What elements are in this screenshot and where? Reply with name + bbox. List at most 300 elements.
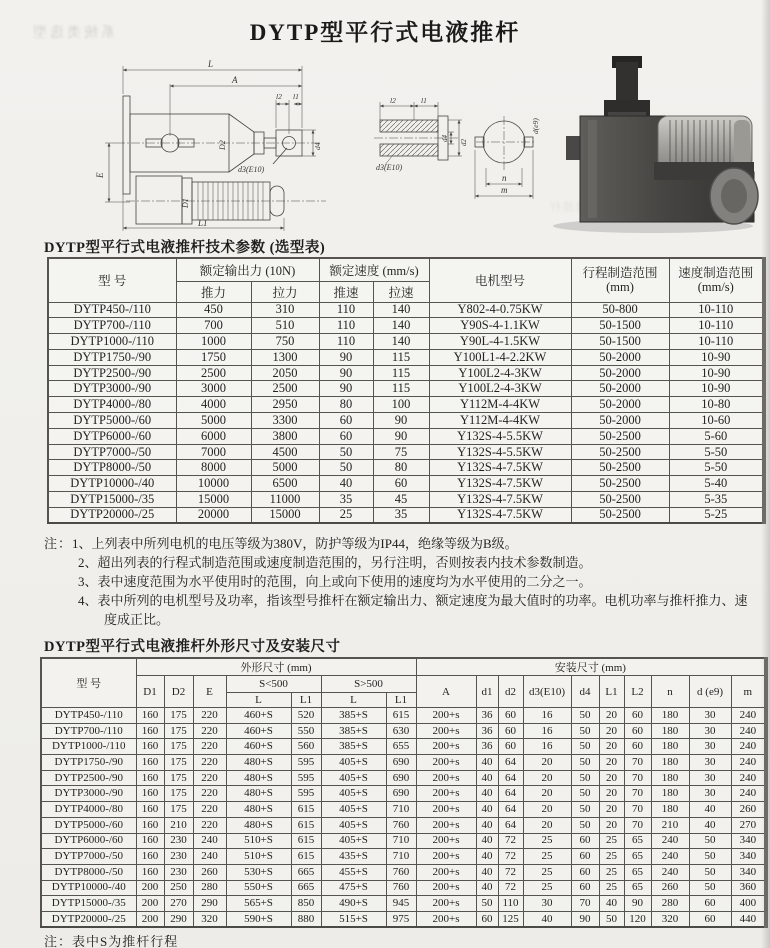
table-row	[41, 755, 766, 771]
value-cell: Y132S-4-7.5KW	[429, 507, 571, 523]
value-cell: 90	[624, 896, 651, 912]
value-cell: 16	[523, 739, 571, 755]
value-cell: 50-2500	[571, 460, 669, 476]
dim-label-d2-section: d2	[460, 139, 468, 146]
model-cell: DYTP3000-/90	[41, 786, 136, 802]
value-cell: 50	[319, 444, 373, 460]
model-cell: DYTP450-/110	[48, 302, 176, 318]
value-cell: 36	[476, 723, 498, 739]
value-cell: Y132S-4-7.5KW	[429, 476, 571, 492]
value-cell: 160	[136, 833, 164, 849]
value-cell: Y100L2-4-3KW	[429, 365, 571, 381]
value-cell: 50	[689, 849, 731, 865]
value-cell: 16	[523, 708, 571, 724]
value-cell: 6500	[251, 476, 319, 492]
value-cell: 200	[136, 896, 164, 912]
model-cell: DYTP7000-/50	[41, 849, 136, 865]
value-cell: 340	[731, 833, 766, 849]
value-cell: 220	[193, 786, 226, 802]
value-cell: 200+s	[416, 896, 476, 912]
page-title: DYTP型平行式电液推杆	[249, 20, 521, 45]
value-cell: 5-50	[669, 444, 764, 460]
value-cell: 200+s	[416, 864, 476, 880]
value-cell: Y100L2-4-3KW	[429, 381, 571, 397]
value-cell: 5-60	[669, 428, 764, 444]
value-cell: 30	[523, 896, 571, 912]
value-cell: 405+S	[321, 786, 386, 802]
value-cell: 50-2500	[571, 492, 669, 508]
value-cell: 65	[624, 864, 651, 880]
value-cell: 210	[164, 817, 193, 833]
value-cell: Y90S-4-1.1KW	[429, 318, 571, 334]
value-cell: 405+S	[321, 817, 386, 833]
value-cell: 50	[689, 880, 731, 896]
col-header-model: 型 号	[41, 658, 136, 708]
value-cell: 20	[599, 817, 624, 833]
value-cell: 8000	[176, 460, 251, 476]
col-header-d3E10: d3(E10)	[523, 676, 571, 708]
value-cell: 70	[624, 786, 651, 802]
value-cell: 50-2000	[571, 381, 669, 397]
value-cell: 60	[689, 911, 731, 927]
col-header-A: A	[416, 676, 476, 708]
value-cell: 20	[599, 786, 624, 802]
value-cell: 30	[689, 723, 731, 739]
value-cell: 10-110	[669, 302, 764, 318]
col-header-pull-speed: 拉速	[373, 281, 429, 302]
table-row	[48, 349, 764, 365]
value-cell: 40	[319, 476, 373, 492]
value-cell: 220	[193, 817, 226, 833]
value-cell: 60	[498, 708, 523, 724]
col-header-E: E	[193, 676, 226, 708]
value-cell: 110	[498, 896, 523, 912]
col-header-d2: d2	[498, 676, 523, 708]
value-cell: 115	[373, 365, 429, 381]
value-cell: 385+S	[321, 739, 386, 755]
dim-label-L: L	[208, 59, 214, 69]
value-cell: 200	[136, 911, 164, 927]
value-cell: 40	[476, 849, 498, 865]
col-group-rated-force: 额定输出力 (10N)	[176, 258, 319, 281]
value-cell: 510+S	[226, 833, 291, 849]
value-cell: 175	[164, 755, 193, 771]
column-header-line: (mm/s)	[697, 280, 734, 295]
model-cell: DYTP8000-/50	[41, 864, 136, 880]
col-header-d4: d4	[571, 676, 599, 708]
table-row	[48, 444, 764, 460]
col-header-push-speed: 推速	[319, 281, 373, 302]
value-cell: 240	[731, 786, 766, 802]
value-cell: 595	[291, 755, 321, 771]
value-cell: 480+S	[226, 817, 291, 833]
value-cell: 230	[164, 833, 193, 849]
model-cell: DYTP6000-/60	[41, 833, 136, 849]
value-cell: 975	[386, 911, 416, 927]
value-cell: 60	[624, 708, 651, 724]
value-cell: 50-2000	[571, 413, 669, 429]
value-cell: 385+S	[321, 708, 386, 724]
value-cell: 690	[386, 755, 416, 771]
value-cell: 280	[651, 896, 689, 912]
value-cell: 3000	[176, 381, 251, 397]
value-cell: 65	[624, 849, 651, 865]
value-cell: 25	[523, 833, 571, 849]
value-cell: Y132S-4-7.5KW	[429, 460, 571, 476]
dim-label-D1: D1	[181, 198, 190, 208]
col-header-L-lt: L	[226, 693, 291, 708]
value-cell: 5-40	[669, 476, 764, 492]
value-cell: 30	[689, 739, 731, 755]
col-header-push-force: 推力	[176, 281, 251, 302]
value-cell: 435+S	[321, 849, 386, 865]
value-cell: 320	[651, 911, 689, 927]
note-label: 注：	[44, 536, 73, 551]
value-cell: 72	[498, 833, 523, 849]
value-cell: 200+s	[416, 755, 476, 771]
value-cell: 405+S	[321, 755, 386, 771]
value-cell: 595	[291, 786, 321, 802]
value-cell: 690	[386, 786, 416, 802]
value-cell: 460+S	[226, 723, 291, 739]
value-cell: 240	[193, 833, 226, 849]
value-cell: 50-2500	[571, 476, 669, 492]
dim-table-caption: DYTP型平行式电液推杆外形尺寸及安装尺寸	[44, 639, 341, 655]
value-cell: 1300	[251, 349, 319, 365]
value-cell: 550	[291, 723, 321, 739]
dim-table-note	[44, 931, 178, 948]
value-cell: 175	[164, 739, 193, 755]
model-cell: DYTP15000-/35	[48, 492, 176, 508]
product-photo	[528, 54, 764, 239]
value-cell: 945	[386, 896, 416, 912]
value-cell: 200+s	[416, 786, 476, 802]
dim-label-l2-section: l2	[390, 96, 396, 105]
spec-table-caption: DYTP型平行式电液推杆技术参数 (选型表)	[44, 240, 326, 256]
value-cell: 50-2500	[571, 428, 669, 444]
column-header-line: 行程制造范围	[582, 265, 658, 280]
dim-label-l2: l2	[276, 92, 282, 101]
value-cell: Y132S-4-5.5KW	[429, 428, 571, 444]
table-row	[48, 413, 764, 429]
col-header-m: m	[731, 676, 766, 708]
value-cell: 210	[651, 817, 689, 833]
model-cell: DYTP10000-/40	[48, 476, 176, 492]
value-cell: 200+s	[416, 849, 476, 865]
value-cell: 50	[571, 817, 599, 833]
table-row	[41, 880, 766, 896]
value-cell: 80	[373, 460, 429, 476]
model-cell: DYTP2500-/90	[48, 365, 176, 381]
value-cell: 4500	[251, 444, 319, 460]
table-row	[41, 833, 766, 849]
value-cell: 25	[523, 880, 571, 896]
value-cell: 400	[731, 896, 766, 912]
value-cell: 20	[599, 708, 624, 724]
value-cell: 480+S	[226, 786, 291, 802]
value-cell: 20	[599, 755, 624, 771]
value-cell: 90	[373, 413, 429, 429]
value-cell: 50	[571, 739, 599, 755]
value-cell: 480+S	[226, 770, 291, 786]
clevis-section-view	[374, 102, 462, 165]
value-cell: 65	[624, 833, 651, 849]
model-cell: DYTP3000-/90	[48, 381, 176, 397]
dim-label-d3-section: d3(E10)	[376, 163, 403, 172]
value-cell: 270	[164, 896, 193, 912]
value-cell: 35	[319, 492, 373, 508]
note-text: 1、上列表中所列电机的电压等级为380V，防护等级为IP44，绝缘等级为B级。	[72, 536, 518, 551]
col-group-mount-dims: 安装尺寸 (mm)	[416, 658, 766, 676]
col-header-speed-range	[669, 258, 764, 302]
value-cell: 175	[164, 708, 193, 724]
value-cell: 20	[523, 817, 571, 833]
value-cell: 220	[193, 708, 226, 724]
value-cell: 64	[498, 802, 523, 818]
col-header-L-gt: L	[321, 693, 386, 708]
model-cell: DYTP6000-/60	[48, 428, 176, 444]
value-cell: 60	[571, 880, 599, 896]
dim-label-l1: l1	[293, 92, 299, 101]
value-cell: 70	[624, 802, 651, 818]
value-cell: 510+S	[226, 849, 291, 865]
value-cell: 460+S	[226, 708, 291, 724]
value-cell: 220	[193, 802, 226, 818]
col-group-rated-speed: 额定速度 (mm/s)	[319, 258, 429, 281]
value-cell: 360	[731, 880, 766, 896]
value-cell: 220	[193, 755, 226, 771]
value-cell: 880	[291, 911, 321, 927]
model-cell: DYTP5000-/60	[48, 413, 176, 429]
value-cell: 140	[373, 318, 429, 334]
value-cell: 65	[624, 880, 651, 896]
value-cell: 260	[193, 864, 226, 880]
dim-label-A: A	[232, 75, 238, 85]
value-cell: 50	[571, 723, 599, 739]
value-cell: 405+S	[321, 833, 386, 849]
value-cell: 3300	[251, 413, 319, 429]
value-cell: 80	[319, 397, 373, 413]
value-cell: 72	[498, 864, 523, 880]
value-cell: 70	[624, 755, 651, 771]
value-cell: 760	[386, 880, 416, 896]
value-cell: 515+S	[321, 911, 386, 927]
value-cell: 180	[651, 786, 689, 802]
value-cell: 615	[291, 849, 321, 865]
value-cell: 220	[193, 739, 226, 755]
col-group-s-gt-500: S>500	[321, 676, 416, 693]
value-cell: 160	[136, 817, 164, 833]
value-cell: 50	[689, 833, 731, 849]
value-cell: 110	[319, 318, 373, 334]
dim-table-body	[41, 708, 766, 928]
value-cell: 615	[291, 817, 321, 833]
value-cell: 240	[731, 755, 766, 771]
value-cell: 1750	[176, 349, 251, 365]
table-row	[48, 334, 764, 350]
value-cell: 160	[136, 786, 164, 802]
value-cell: 50-1500	[571, 334, 669, 350]
value-cell: 3800	[251, 428, 319, 444]
col-group-s-lt-500: S<500	[226, 676, 321, 693]
model-cell: DYTP2500-/90	[41, 770, 136, 786]
col-header-L1: L1	[599, 676, 624, 708]
value-cell: 5000	[251, 460, 319, 476]
value-cell: 10-110	[669, 318, 764, 334]
value-cell: 20	[523, 770, 571, 786]
value-cell: 30	[689, 786, 731, 802]
value-cell: 160	[136, 864, 164, 880]
value-cell: 700	[176, 318, 251, 334]
value-cell: 290	[193, 896, 226, 912]
table-row	[41, 708, 766, 724]
value-cell: 665	[291, 880, 321, 896]
value-cell: 590+S	[226, 911, 291, 927]
value-cell: 250	[164, 880, 193, 896]
model-cell: DYTP1750-/90	[48, 349, 176, 365]
value-cell: 175	[164, 723, 193, 739]
dim-label-d4-section: d4	[441, 135, 449, 142]
value-cell: 615	[386, 708, 416, 724]
value-cell: 115	[373, 381, 429, 397]
value-cell: 60	[498, 739, 523, 755]
value-cell: 200+s	[416, 833, 476, 849]
value-cell: 50-1500	[571, 318, 669, 334]
value-cell: 520	[291, 708, 321, 724]
value-cell: 175	[164, 786, 193, 802]
value-cell: 200+s	[416, 880, 476, 896]
value-cell: 20	[599, 802, 624, 818]
value-cell: 70	[571, 896, 599, 912]
value-cell: 75	[373, 444, 429, 460]
value-cell: 550+S	[226, 880, 291, 896]
col-header-L1-lt: L1	[291, 693, 321, 708]
value-cell: 595	[291, 770, 321, 786]
dim-label-d3: d3(E10)	[238, 165, 265, 174]
value-cell: 10-60	[669, 413, 764, 429]
value-cell: 72	[498, 880, 523, 896]
table-row	[41, 849, 766, 865]
value-cell: 200	[136, 880, 164, 896]
table-row	[41, 896, 766, 912]
value-cell: 15000	[251, 507, 319, 523]
value-cell: 690	[386, 770, 416, 786]
value-cell: 490+S	[321, 896, 386, 912]
value-cell: 140	[373, 302, 429, 318]
value-cell: 50	[319, 460, 373, 476]
value-cell: 5-25	[669, 507, 764, 523]
model-cell: DYTP10000-/40	[41, 880, 136, 896]
value-cell: 230	[164, 849, 193, 865]
value-cell: 64	[498, 770, 523, 786]
value-cell: 60	[319, 428, 373, 444]
value-cell: Y132S-4-5.5KW	[429, 444, 571, 460]
value-cell: 240	[731, 708, 766, 724]
value-cell: Y90L-4-1.5KW	[429, 334, 571, 350]
value-cell: 240	[731, 723, 766, 739]
table-row	[41, 817, 766, 833]
value-cell: 160	[136, 849, 164, 865]
value-cell: 120	[624, 911, 651, 927]
value-cell: 60	[624, 723, 651, 739]
value-cell: 10-110	[669, 334, 764, 350]
value-cell: 665	[291, 864, 321, 880]
value-cell: 40	[689, 817, 731, 833]
value-cell: 25	[599, 880, 624, 896]
value-cell: 40	[476, 786, 498, 802]
value-cell: 6000	[176, 428, 251, 444]
value-cell: 25	[599, 864, 624, 880]
model-cell: DYTP4000-/80	[48, 397, 176, 413]
value-cell: 50	[571, 755, 599, 771]
table-row	[41, 770, 766, 786]
value-cell: 340	[731, 864, 766, 880]
value-cell: 20	[523, 802, 571, 818]
value-cell: 40	[476, 770, 498, 786]
value-cell: 20	[599, 770, 624, 786]
value-cell: 160	[136, 770, 164, 786]
model-cell: DYTP700-/110	[41, 723, 136, 739]
table-row	[48, 318, 764, 334]
spec-notes	[44, 534, 756, 629]
value-cell: 50	[571, 770, 599, 786]
value-cell: 1000	[176, 334, 251, 350]
value-cell: 200+s	[416, 911, 476, 927]
table-row	[48, 365, 764, 381]
value-cell: 25	[599, 833, 624, 849]
value-cell: 710	[386, 802, 416, 818]
table-row	[48, 397, 764, 413]
value-cell: 50	[571, 786, 599, 802]
col-header-D1: D1	[136, 676, 164, 708]
value-cell: 40	[476, 817, 498, 833]
value-cell: 200+s	[416, 770, 476, 786]
value-cell: 240	[731, 739, 766, 755]
model-cell: DYTP450-/110	[41, 708, 136, 724]
value-cell: 180	[651, 770, 689, 786]
value-cell: 40	[476, 755, 498, 771]
model-cell: DYTP1000-/110	[41, 739, 136, 755]
value-cell: 530+S	[226, 864, 291, 880]
value-cell: 10-80	[669, 397, 764, 413]
value-cell: 50	[571, 802, 599, 818]
value-cell: 20	[599, 723, 624, 739]
value-cell: 70	[624, 770, 651, 786]
value-cell: 90	[373, 428, 429, 444]
value-cell: 90	[571, 911, 599, 927]
value-cell: 270	[731, 817, 766, 833]
value-cell: 40	[476, 802, 498, 818]
value-cell: 140	[373, 334, 429, 350]
value-cell: 60	[689, 896, 731, 912]
note-label: 注：	[44, 934, 73, 948]
value-cell: 615	[291, 802, 321, 818]
value-cell: 50	[689, 864, 731, 880]
value-cell: 4000	[176, 397, 251, 413]
value-cell: 450	[176, 302, 251, 318]
dimension-drawing	[90, 58, 540, 239]
value-cell: 40	[689, 802, 731, 818]
table-row	[48, 492, 764, 508]
value-cell: 60	[571, 849, 599, 865]
value-cell: 175	[164, 802, 193, 818]
value-cell: 200+s	[416, 802, 476, 818]
value-cell: 40	[599, 896, 624, 912]
value-cell: 290	[164, 911, 193, 927]
value-cell: 40	[476, 864, 498, 880]
value-cell: 60	[498, 723, 523, 739]
value-cell: 35	[373, 507, 429, 523]
